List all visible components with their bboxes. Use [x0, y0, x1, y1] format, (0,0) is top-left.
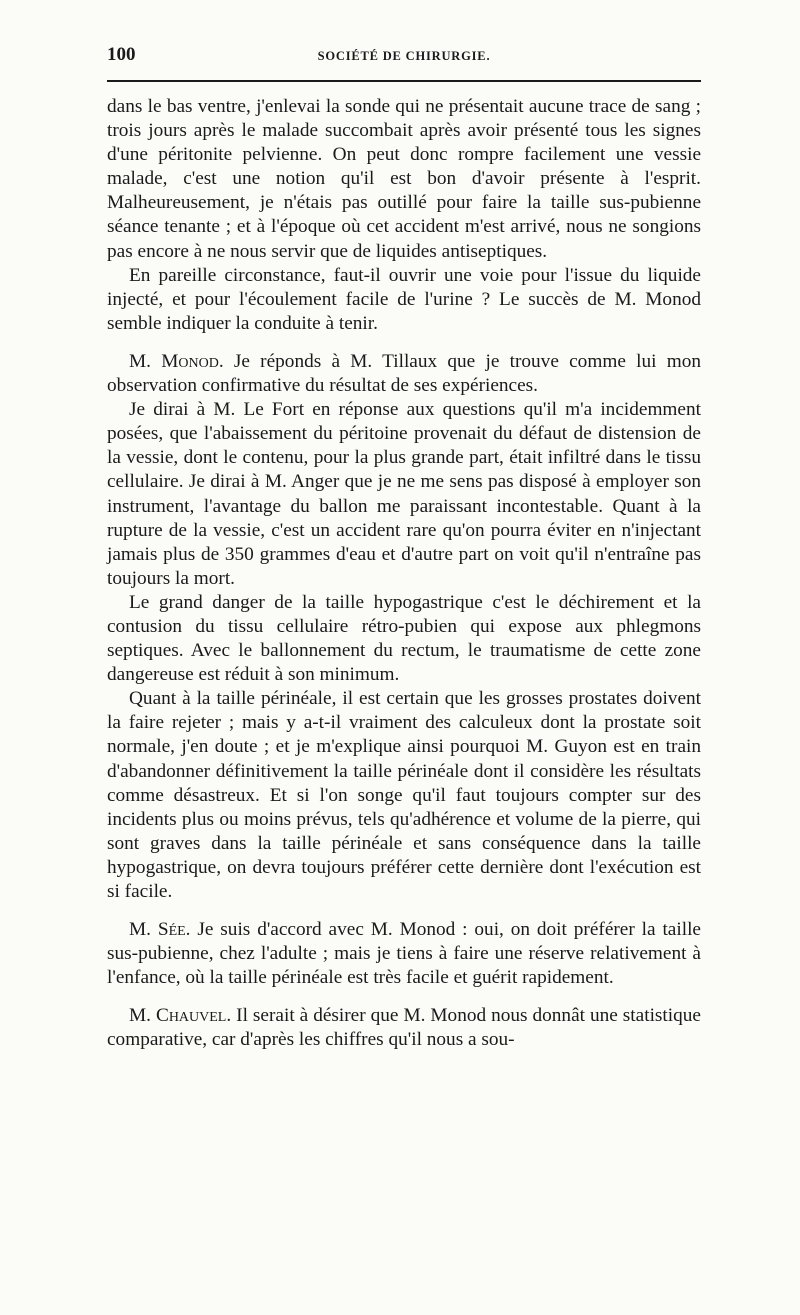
- paragraph-3: M. Monod. Je réponds à M. Tillaux que je trouve comme lui mon observation confirmative du résultat de ses expériences.: [107, 350, 701, 397]
- paragraph-8: M. Chauvel. Il serait à désirer que M. Monod nous donnât une statistique comparative, car d'après les chiffres qu'il nous a sou-: [107, 1005, 701, 1051]
- header-rule: [107, 80, 701, 82]
- paragraph-1: dans le bas ventre, j'enlevai la sonde qui ne présentait aucune trace de sang ; trois jours après le malade succombait après avoir présenté tous les signes d'une péritonite pelvienne. On peut donc rompre facilement une vessie malade, c'est une notion qu'il est bon d'avoir présente à l'esprit. Malheureusement, je n'étais pas outillé pour faire la taille sus-pubienne séance tenante ; et à l'époque où cet accident m'est arrivé, nous ne songions pas encore à ne nous servir que de liquides antiseptiques.: [107, 96, 701, 262]
- paragraph-4: Je dirai à M. Le Fort en réponse aux questions qu'il m'a incidemment posées, que l'abaissement du péritoine provenait du défaut de distension de la vessie, dont le contenu, pour la plus grande part, était infiltré dans le tissu cellulaire. Je dirai à M. Anger que je ne me sens pas disposé à employer son instrument, l'avantage du ballon me paraissant incontestable. Quant à la rupture de la vessie, c'est un accident rare qu'on pourra éviter en n'injectant jamais plus de 350 grammes d'eau et d'autre part on voit qu'il n'entraîne pas toujours la mort.: [107, 399, 701, 589]
- speaker-name: Monod: [161, 350, 219, 372]
- running-title: SOCIÉTÉ DE CHIRURGIE.: [317, 49, 491, 63]
- speaker-name: Sée: [157, 919, 186, 941]
- paragraph-2: En pareille circonstance, faut-il ouvrir une voie pour l'issue du liquide injecté, et pour l'écoulement facile de l'urine ? Le succès de M. Monod semble indiquer la conduite à tenir.: [107, 264, 701, 334]
- paragraph-5: Le grand danger de la taille hypogastrique c'est le déchirement et la contusion du tissu cellulaire rétro-pubien qui expose aux phlegmons septiques. Avec le ballonnement du rectum, le traumatisme de cette zone dangereuse est réduit à son minimum.: [107, 591, 701, 686]
- page-number: 100: [107, 44, 136, 65]
- page-header: [107, 40, 701, 70]
- body-text: [107, 95, 701, 1053]
- paragraph-6: Quant à la taille périnéale, il est certain que les grosses prostates doivent la faire rejeter ; mais y a-t-il vraiment des calculeux dont la prostate soit normale, j'en doute ; et je m'explique ainsi pourquoi M. Guyon est en train d'abandonner définitivement la taille périnéale dont il considère les résultats comme désastreux. Et si l'on songe qu'il faut toujours compter sur des incidents plus ou moins prévus, tels qu'adhérence et volume de la pierre, qui sont graves dans la taille périnéale et sans conséquence dans la taille hypogastrique, on devra toujours préférer cette dernière dont l'exécution est si facile.: [107, 688, 701, 902]
- speaker-name: Chauvel: [155, 1005, 227, 1027]
- paragraph-7: M. Sée. Je suis d'accord avec M. Monod : oui, on doit préférer la taille sus-pubienne, chez l'adulte ; mais je tiens à faire une réserve relativement à l'enfance, où la taille périnéale est très facile et guérit rapidement.: [107, 919, 701, 989]
